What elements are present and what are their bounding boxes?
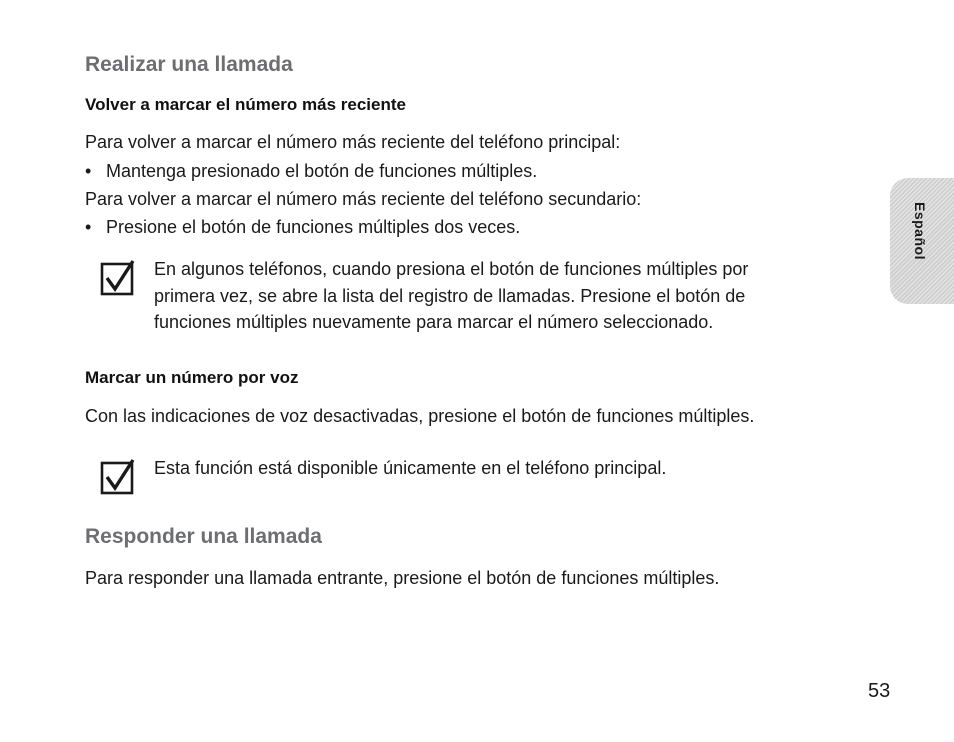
note-line: funciones múltiples nuevamente para marcar el número seleccionado. bbox=[154, 312, 714, 332]
redial-primary-step-text: Mantenga presionado el botón de funciones múltiples. bbox=[106, 161, 538, 181]
redial-secondary-step bbox=[85, 216, 520, 238]
checkbox-check-icon bbox=[100, 459, 136, 495]
language-tab bbox=[890, 178, 954, 304]
voice-dial-body: Con las indicaciones de voz desactivadas, presione el botón de funciones múltiples. bbox=[85, 406, 755, 426]
redial-secondary-step-text: Presione el botón de funciones múltiples dos veces. bbox=[106, 217, 521, 237]
note-primary-only bbox=[100, 455, 860, 495]
note-line: primera vez, se abre la lista del registro de llamadas. Presione el botón de bbox=[154, 285, 746, 306]
section-title-answer-call: Responder una llamada bbox=[85, 525, 322, 548]
note-primary-only-text bbox=[154, 455, 854, 482]
note-call-log-text bbox=[154, 256, 854, 336]
answer-body: Para responder una llamada entrante, presione el botón de funciones múltiples. bbox=[85, 568, 720, 588]
subsection-title-voice-dial: Marcar un número por voz bbox=[85, 368, 299, 387]
page-number: 53 bbox=[868, 680, 891, 702]
section-title-make-call: Realizar una llamada bbox=[85, 53, 293, 76]
language-tab-label: Español bbox=[912, 202, 928, 260]
note-line: En algunos teléfonos, cuando presiona el botón de funciones múltiples por bbox=[154, 259, 749, 279]
bullet-glyph: • bbox=[85, 161, 92, 181]
redial-primary-step bbox=[85, 160, 537, 182]
note-line: Esta función está disponible únicamente en el teléfono principal. bbox=[154, 458, 667, 478]
bullet-glyph: • bbox=[85, 217, 92, 237]
redial-secondary-intro: Para volver a marcar el número más reciente del teléfono secundario: bbox=[85, 189, 642, 209]
redial-primary-intro: Para volver a marcar el número más reciente del teléfono principal: bbox=[85, 132, 621, 152]
checkbox-check-icon bbox=[100, 260, 136, 296]
subsection-title-redial: Volver a marcar el número más reciente bbox=[85, 95, 406, 114]
note-call-log bbox=[100, 256, 860, 340]
